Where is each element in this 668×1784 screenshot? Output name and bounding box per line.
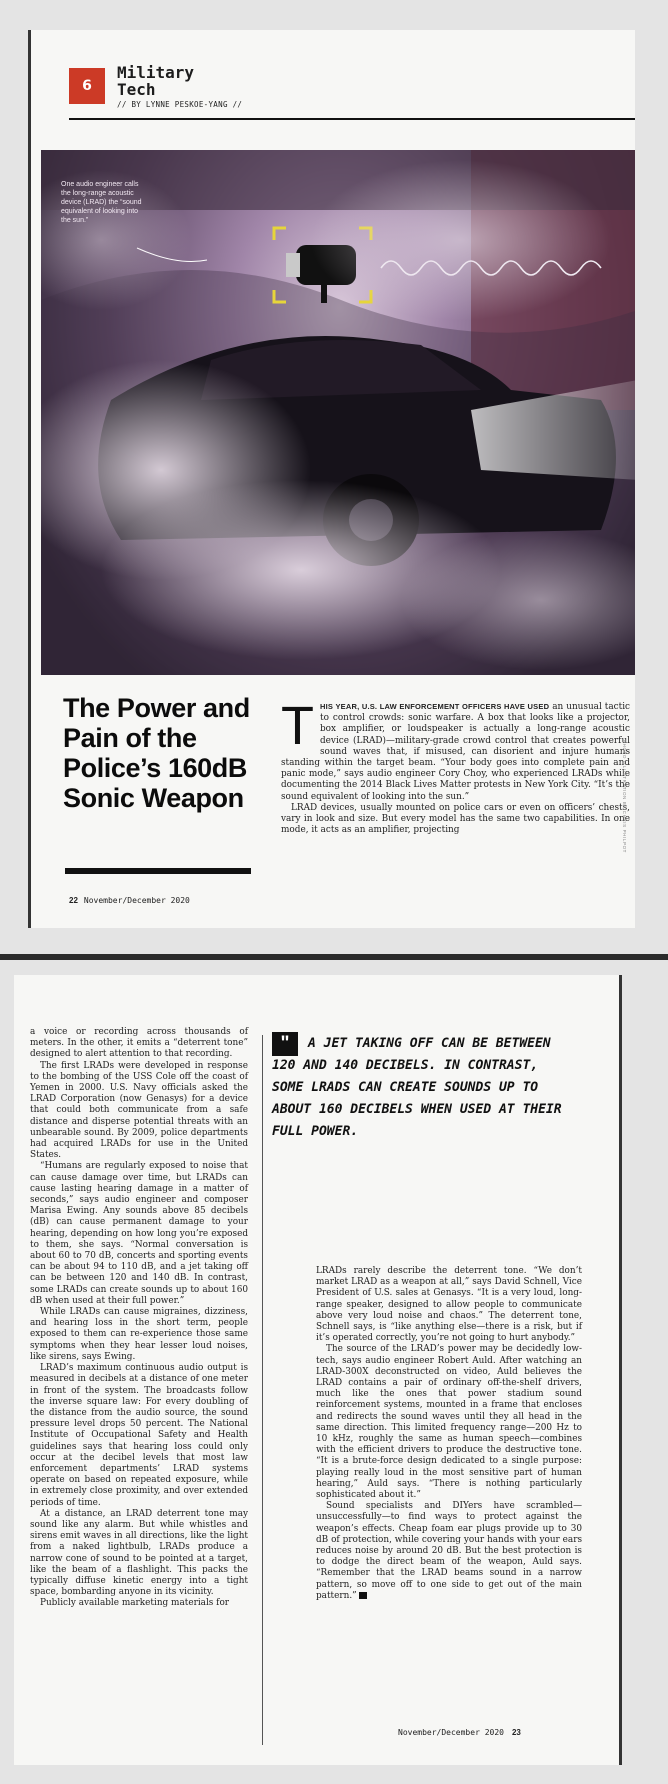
magazine-page-23	[14, 975, 622, 1765]
issue-date: November/December 2020	[398, 1728, 504, 1737]
paragraph: a voice or recording across thousands of meters. In the other, it emits a “deterrent tone” designed to alert attention to that recording.	[30, 1027, 248, 1060]
magazine-page-22	[28, 30, 635, 928]
paragraph: an unusual tactic to control crowds: sonic warfare. A box that looks like a projector, box amplifier, or loudspeaker is actually a long-range acoustic device (LRAD)—military-grade crowd control that creates powerful sound waves that, if misused, can disorient and injure humans standing within the target beam. “Your body goes into complete pain and panic mode,” says audio engineer Cory Choy, who experienced LRADs while documenting the 2014 Black Lives Matter protests in New York City. “It’s the sound equivalent of looking into the sun.”	[281, 702, 630, 802]
paragraph: Publicly available marketing materials for	[40, 1598, 230, 1609]
drop-cap: T	[281, 696, 314, 756]
article-left-column	[30, 1027, 248, 1610]
pull-quote: A JET TAKING OFF CAN BE BETWEEN 120 AND 140 DECIBELS. IN CONTRAST, SOME LRADS CAN CREATE SOUNDS UP TO ABOUT 160 DECIBELS WHEN USED AT THEIR FULL POWER.	[272, 1036, 562, 1139]
header-rule	[69, 118, 635, 120]
photo-credit: PHOTO ILLUSTRATION BY CHRIS PHILPOT	[622, 740, 627, 854]
paragraph: “Humans are regularly exposed to noise that can cause damage over time, but LRADs can cause lasting hearing damage in a matter of seconds,” says audio engineer and composer Marisa Ewing. Any sounds above 85 decibels (dB) can cause permanent damage to your hearing, depending on how long you’re exposed to them, she says. “Normal conversation is about 60 to 70 dB, concerts and sporting events can be about 94 to 110 dB, and a jet taking off can be between 120 and 140 dB. In contrast, some LRADs can create sounds up to about 160 dB when used at their full power.”	[30, 1161, 248, 1306]
police-car-photo	[41, 150, 635, 675]
paragraph: Sound specialists and DIYers have scrambled—unsuccessfully—to find ways to protect against the weapon’s effects. Cheap foam ear plugs provide up to 30 dB of protection, while covering your hands with your ears reduces noise by around 20 dB. But the best protection is to dodge the direct beam of the weapon, Auld says. “Remember that the LRAD beams sound in a narrow pattern, so move off to one side to get out of the main pattern.”	[316, 1501, 582, 1601]
paragraph: At a distance, an LRAD deterrent tone may sound like any alarm. But while whistles and sirens emit waves in all directions, like the light from a naked lightbulb, LRADs produce a narrow cone of sound to be pointed at a target, like the beam of a flashlight. This packs the typically diffuse kinetic energy into a tight space, bombarding anyone in its vicinity.	[30, 1508, 248, 1598]
section-title: Military Tech	[117, 63, 195, 99]
issue-date: November/December 2020	[83, 896, 190, 905]
paragraph: The source of the LRAD’s power may be decidedly low-tech, says audio engineer Robert Auld. After watching an LRAD-300X deconstructed on video, Auld believes the LRAD contains a pair of ordinary off-the-shelf drivers, much like the ones that power stadium sound reinforcement systems, mounted in a frame that encloses and redirects the sound waves until they all head in the same direction. This limited frequency range—200 Hz to 10 kHz, roughly the same as human speech—combines with the efficient drivers to produce the destructive tone. “It is a brute-force design dedicated to a single purpose: playing really loud in the most sensitive part of human hearing,” Auld says. “There is nothing particularly sophisticated about it.”	[316, 1344, 582, 1501]
folio-right	[398, 1728, 521, 1737]
end-mark-icon	[359, 1592, 367, 1599]
paragraph: LRADs rarely describe the deterrent tone. “We don’t market LRAD as a weapon at all,” says David Schnell, Vice President of U.S. sales at Genasys. “It is a very loud, long-range speaker, designed to allow people to communicate above very loud noise and chaos.” The deterrent tone, Schnell says, is “like anything else—there is a risk, but if it’s operated correctly, you’re not going to hurt anybody.”	[316, 1266, 582, 1344]
photo-caption: One audio engineer calls the long-range acoustic device (LRAD) the “sound equivalent of looking into the sun.”	[61, 181, 142, 224]
paragraph: LRAD’s maximum continuous audio output is measured in decibels at a distance of one meter in front of the system. The broadcasts follow the inverse square law: For every doubling of the distance from the audio source, the sound pressure level drops 50 percent. The National Institute of Occupational Safety and Health guidelines says that hearing loss could only occur at the decibel levels that most law enforcement departments’ LRAD systems operate on based on repeated exposure, while in extremely close proximity, and over extended periods of time.	[30, 1363, 248, 1508]
page-number: 22	[69, 896, 78, 905]
paragraph: The first LRADs were developed in response to the bombing of the USS Cole off the coast of Yemen in 2000. U.S. Navy officials asked the LRAD Corporation (now Genasys) for a device that could both communicate from a safe distance and disperse potential threats with an unbearable sound. By 2009, police departments had acquired LRADs for use in the United States.	[30, 1060, 248, 1161]
section-number-badge: 6	[69, 68, 105, 104]
paragraph: LRAD devices, usually mounted on police cars or even on officers’ chests, vary in look and size. But every model has the same two capabilities. In one mode, it acts as an amplifier, projecting	[281, 802, 630, 836]
column-divider	[262, 1035, 263, 1745]
photo-illustration	[41, 150, 635, 675]
lead-in: HIS YEAR, U.S. LAW ENFORCEMENT OFFICERS HAVE USED	[320, 702, 550, 711]
paragraph: While LRADs can cause migraines, dizziness, and hearing loss in the short term, people exposed to them can re-experience those same symptoms when they hear lesser loud noises, like sirens, says Ewing.	[30, 1307, 248, 1362]
folio-left	[69, 896, 190, 905]
article-headline: The Power and Pain of the Police’s 160dB Sonic Weapon	[63, 693, 250, 813]
article-intro-column	[281, 696, 630, 836]
quote-icon: "	[272, 1032, 298, 1056]
headline-bar	[65, 868, 251, 874]
page-number: 23	[511, 1728, 521, 1737]
byline: // BY LYNNE PESKOE-YANG //	[117, 100, 243, 109]
article-right-column	[316, 1266, 582, 1602]
